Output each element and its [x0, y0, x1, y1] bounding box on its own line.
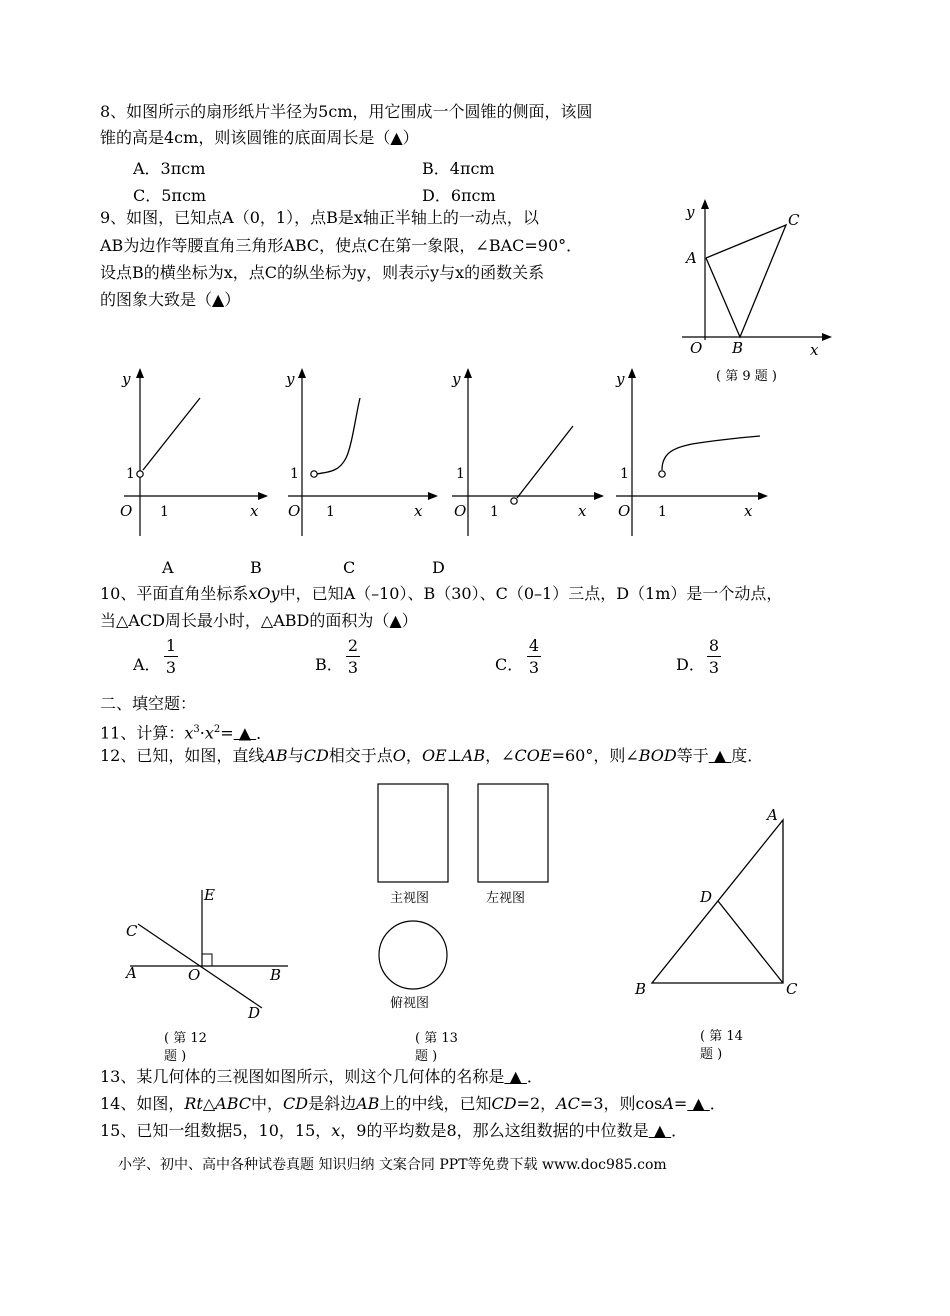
- q12-caption-1: ( 第 12: [164, 1031, 207, 1046]
- q10-option-a-frac: [164, 636, 178, 677]
- q13-line: [100, 1067, 543, 1087]
- q9-graph-a-y: y: [122, 370, 131, 388]
- q13-top-view: 俯视图: [390, 996, 430, 1011]
- q12-p1: 12、已知，如图，直线: [100, 746, 265, 765]
- q10-option-c-letter: C．: [495, 655, 524, 674]
- q11-end: ．: [256, 723, 273, 743]
- q9-fig-o-label: O: [690, 339, 703, 357]
- q14-end: ．: [709, 1094, 726, 1113]
- q14-caption-2: 题 ): [700, 1047, 723, 1062]
- q10-option-c-den: 3: [528, 658, 540, 677]
- q14-cd: CD: [283, 1094, 309, 1113]
- q8-line2: 锥的高是4cm，则该圆锥的底面周长是（▲）: [100, 128, 419, 147]
- q8-option-c: C．5πcm: [133, 186, 207, 205]
- q15-answer-blank[interactable]: ▲: [648, 1121, 672, 1140]
- q9-choice-c: C: [343, 558, 356, 577]
- q10-line1-a: 10、平面直角坐标系: [100, 584, 249, 603]
- q10-option-d-num: 8: [708, 636, 720, 655]
- q11-exp1: 3: [193, 724, 200, 735]
- q12-figure: [120, 880, 300, 1030]
- q14-cd2: CD: [491, 1094, 517, 1113]
- q12-ab2: AB: [461, 746, 486, 765]
- q12-fig-d: D: [248, 1004, 261, 1022]
- q13-figure: [370, 778, 560, 1018]
- q9-graph-d: [612, 366, 777, 526]
- q12-end: 度．: [731, 746, 764, 765]
- q9-graph-d-o: O: [618, 502, 631, 520]
- q11-eq: =: [220, 723, 234, 743]
- q11-answer-blank[interactable]: ▲: [233, 723, 257, 743]
- q9-choice-d: D: [432, 558, 445, 577]
- q14-abc: ABC: [215, 1094, 252, 1113]
- q12-fig-o: O: [188, 966, 201, 984]
- q11-prefix: 11、计算：: [100, 723, 185, 743]
- q8-option-d: D．6πcm: [422, 186, 496, 205]
- q9-graph-b-x: x: [414, 502, 423, 520]
- q11-exp2: 2: [213, 724, 221, 735]
- q14-rt: Rt△: [184, 1094, 216, 1113]
- q14-fig-b: B: [635, 980, 647, 998]
- q9-line2: AB为边作等腰直角三角形ABC，使点C在第一象限，∠BAC=90°．: [100, 236, 583, 255]
- q9-graph-b: [282, 366, 447, 526]
- q15-line: [100, 1121, 687, 1141]
- q10-option-d-den: 3: [708, 658, 720, 677]
- q14-caption-1: ( 第 14: [700, 1029, 743, 1044]
- q14-a: A: [662, 1094, 674, 1113]
- q10-option-b-num: 2: [347, 636, 359, 655]
- q9-graph-b-tick1: 1: [326, 504, 335, 520]
- q10-option-a-num: 1: [165, 636, 177, 655]
- q9-graph-c-y: y: [452, 370, 461, 388]
- q9-graph-d-one: 1: [620, 466, 629, 482]
- q13-caption-2: 题 ): [415, 1049, 438, 1064]
- q12-p7: =60°，则∠: [551, 746, 639, 765]
- q15-x: x: [331, 1121, 341, 1140]
- q11-dot: ·: [199, 723, 205, 743]
- q12-oe: OE: [421, 746, 447, 765]
- q9-fig-c-label: C: [788, 211, 800, 229]
- q14-p4: 上的中线，已知: [379, 1094, 492, 1113]
- q14-fig-a: A: [767, 806, 778, 824]
- q10-option-b-letter: B．: [315, 655, 343, 674]
- q9-graph-d-y: y: [616, 370, 625, 388]
- q9-line4: 的图象大致是（▲）: [100, 290, 241, 309]
- q13-answer-blank[interactable]: ▲: [504, 1067, 527, 1086]
- q12-p4: ，: [405, 746, 422, 765]
- q11-x2: x: [204, 723, 214, 743]
- q14-answer-blank[interactable]: ▲: [687, 1094, 710, 1113]
- q14-p1: 14、如图，: [100, 1094, 185, 1113]
- q9-fig-b-label: B: [732, 339, 744, 357]
- q12-fig-e: E: [204, 886, 215, 904]
- q12-p2: 与: [287, 746, 304, 765]
- q10-option-c-frac: [527, 636, 541, 677]
- q13-front-view: 主视图: [390, 891, 430, 906]
- q9-graph-c-o: O: [454, 502, 467, 520]
- q9-graph-c-one: 1: [456, 466, 465, 482]
- q12-line: [100, 746, 763, 766]
- q9-graph-a-one: 1: [126, 466, 135, 482]
- q9-line3: 设点B的横坐标为x，点C的纵坐标为y，则表示y与x的函数关系: [100, 263, 545, 282]
- q10-option-b-den: 3: [347, 658, 359, 677]
- q14-fig-c: C: [786, 980, 798, 998]
- q10-line2: 当△ACD周长最小时，△ABD的面积为（▲）: [100, 611, 418, 630]
- q10-option-d-letter: D．: [676, 655, 705, 674]
- q8-option-a: A．3πcm: [133, 159, 206, 178]
- q13-text: 13、某几何体的三视图如图所示，则这个几何体的名称是: [100, 1067, 505, 1086]
- q8-line1: 8、如图所示的扇形纸片半径为5cm，用它围成一个圆锥的侧面，该圆: [100, 102, 593, 121]
- q12-fig-a: A: [126, 964, 137, 982]
- section-2-heading: 二、填空题：: [100, 694, 197, 713]
- q13-caption-1: ( 第 13: [415, 1031, 458, 1046]
- q14-p5: =2，: [516, 1094, 557, 1113]
- q10-xoy: xOy: [248, 584, 280, 603]
- q9-graph-d-x: x: [744, 502, 753, 520]
- q12-coe: COE: [514, 746, 552, 765]
- q9-graph-c-x: x: [578, 502, 587, 520]
- q14-figure: [630, 800, 810, 1000]
- q10-option-b-frac: [346, 636, 360, 677]
- q9-fig-x-label: x: [810, 341, 819, 359]
- q12-answer-blank[interactable]: ▲: [708, 746, 732, 765]
- q13-left-view: 左视图: [486, 891, 526, 906]
- q14-fig-d: D: [700, 888, 713, 906]
- q9-graph-a: [112, 366, 277, 526]
- q14-p2: 中，: [251, 1094, 284, 1113]
- q9-fig-y-label: y: [686, 203, 695, 221]
- q9-graph-c: [448, 366, 613, 526]
- q12-fig-b: B: [270, 966, 282, 984]
- q12-p8: 等于: [676, 746, 709, 765]
- q12-p5: ⊥: [446, 746, 462, 765]
- q10-line1: [100, 584, 782, 604]
- q10-option-a-letter: A．: [133, 655, 161, 674]
- q12-p6: ，∠: [485, 746, 515, 765]
- q10-option-c-num: 4: [528, 636, 540, 655]
- q15-text: 15、已知一组数据5，10，15，: [100, 1121, 332, 1140]
- q12-bod: BOD: [638, 746, 677, 765]
- q10-line1-b: 中，已知A（–10）、B（30）、C（0–1）三点，D（1m）是一个动点，: [279, 584, 783, 603]
- q9-graph-c-tick1: 1: [490, 504, 499, 520]
- q9-graph-b-one: 1: [290, 466, 299, 482]
- q8-option-b: B．4πcm: [422, 159, 495, 178]
- q12-o: O: [392, 746, 406, 765]
- q9-graph-b-o: O: [288, 502, 301, 520]
- q11-x1: x: [184, 723, 194, 743]
- q9-graph-d-tick1: 1: [658, 504, 667, 520]
- q9-graph-a-o: O: [120, 502, 133, 520]
- q14-line: [100, 1094, 726, 1114]
- q9-line1: 9、如图，已知点A（0，1），点B是x轴正半轴上的一动点，以: [100, 208, 539, 227]
- q10-option-a-den: 3: [165, 658, 177, 677]
- q12-cd: CD: [303, 746, 329, 765]
- q14-p7: =: [673, 1094, 688, 1113]
- q9-choice-a: A: [162, 558, 174, 577]
- q12-ab: AB: [264, 746, 288, 765]
- q12-p3: 相交于点: [328, 746, 393, 765]
- q9-fig-caption: ( 第 9 题 ): [716, 369, 777, 384]
- q9-graph-a-x: x: [250, 502, 259, 520]
- q9-figure: [670, 195, 840, 395]
- q14-p6: =3，则cos: [579, 1094, 663, 1113]
- q9-graph-a-tick1: 1: [160, 504, 169, 520]
- q15-text2: ，9的平均数是8，那么这组数据的中位数是: [340, 1121, 649, 1140]
- q9-graph-b-y: y: [286, 370, 295, 388]
- q12-caption-2: 题 ): [164, 1049, 187, 1064]
- q13-end: ．: [526, 1067, 543, 1086]
- q9-choice-b: B: [250, 558, 262, 577]
- q14-ac: AC: [556, 1094, 580, 1113]
- page-footer: 小学、初中、高中各种试卷真题 知识归纳 文案合同 PPT等免费下载 www.doc985.com: [118, 1157, 667, 1173]
- q14-p3: 是斜边: [308, 1094, 357, 1113]
- q9-fig-a-label: A: [686, 249, 697, 267]
- q12-fig-c: C: [126, 922, 138, 940]
- q14-ab: AB: [356, 1094, 380, 1113]
- q10-option-d-frac: [707, 636, 721, 677]
- q15-end: ．: [671, 1121, 688, 1140]
- q11-line: [100, 720, 272, 743]
